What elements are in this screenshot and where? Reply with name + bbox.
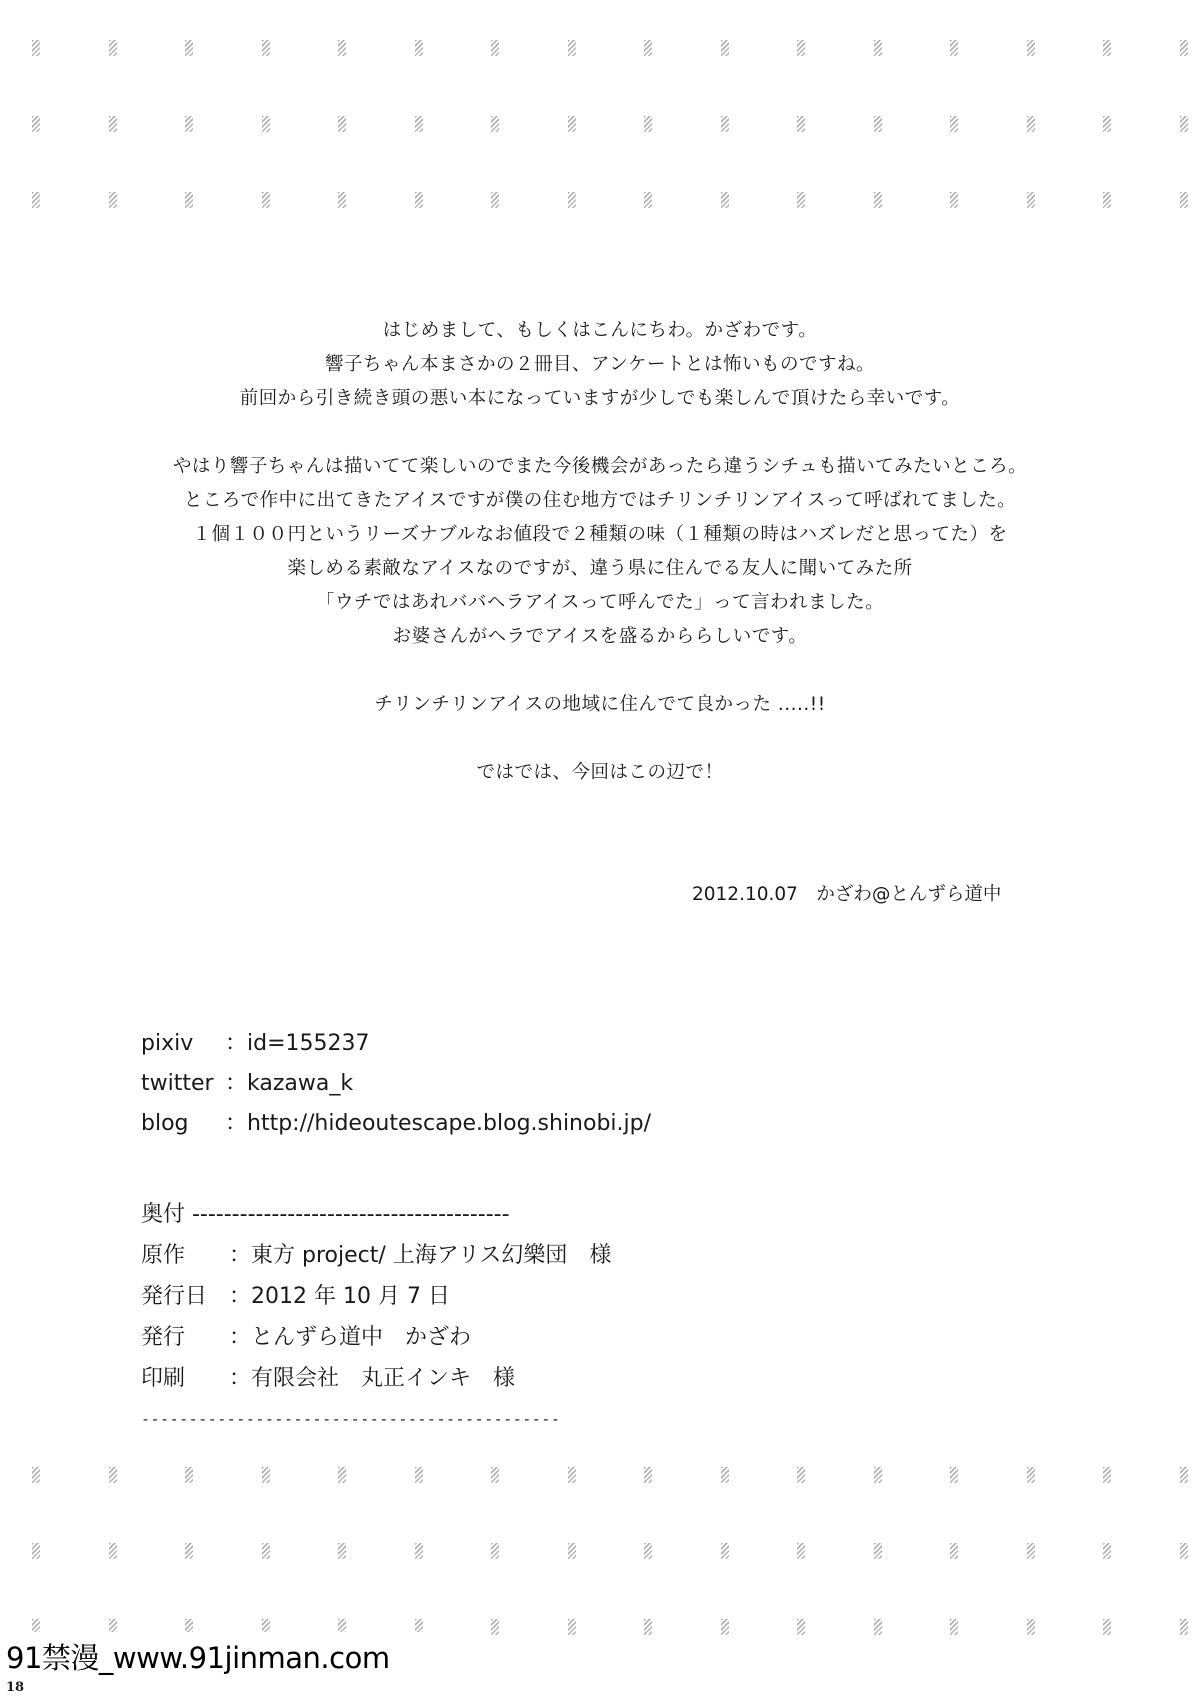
pattern-dot [185,1467,193,1483]
pattern-dot [797,40,805,56]
colophon-value: ：有限会社 丸正インキ 様 [229,1366,516,1391]
pattern-dot [262,1543,270,1559]
pattern-dot [32,116,40,132]
pattern-dot [721,1543,729,1559]
pattern-dot [491,1467,499,1483]
pattern-dot [415,1467,423,1483]
pattern-dot [1027,1543,1035,1559]
pattern-dot [797,1543,805,1559]
pattern-dot [1103,40,1111,56]
pattern-dot [797,1619,805,1635]
pattern-dot [644,1467,652,1483]
pattern-dot [568,40,576,56]
pattern-dot [1027,116,1035,132]
colophon-value: ：東方 project/ 上海アリス幻樂団 様 [229,1243,612,1268]
message-line [0,722,1200,756]
message-line: はじめまして、もしくはこんにちわ。かざわです。 [382,320,818,341]
pattern-dot [1027,192,1035,208]
colophon-footer-rule: -------------------------------------------- [141,1410,561,1428]
colophon-label: 発行 [141,1325,186,1350]
message-line [0,654,1200,688]
pattern-dot [1180,192,1188,208]
pattern-dot [1180,40,1188,56]
dot-pattern-bottom-1 [0,1467,1200,1491]
pattern-dot [874,116,882,132]
pattern-dot [32,1543,40,1559]
pattern-dot [568,1467,576,1483]
pattern-dot [874,1467,882,1483]
message-line: 響子ちゃん本まさかの２冊目、アンケートとは怖いものですね。 [325,354,875,375]
pattern-dot [491,192,499,208]
pattern-dot [721,1619,729,1635]
pattern-dot [338,40,346,56]
pattern-dot [644,192,652,208]
pattern-dot [950,1543,958,1559]
message-line [0,416,1200,450]
message-line: やはり響子ちゃんは描いてて楽しいのでまた今後機会があったら違うシチュも描いてみたいところ。 [172,456,1028,477]
pattern-dot [568,1619,576,1635]
link-value: ：http://hideoutescape.blog.shinobi.jp/ [225,1111,652,1136]
message-line: 「ウチではあれババヘラアイスって呼んでた」って言われました。 [315,592,885,613]
colophon-row-original [141,1235,611,1276]
message-line: ではでは、今回はこの辺で！ [476,762,724,783]
pattern-dot [874,192,882,208]
link-row-blog [141,1104,651,1144]
pattern-dot [109,40,117,56]
pattern-dot [262,40,270,56]
pattern-dot [644,40,652,56]
pattern-dot [338,1467,346,1483]
pattern-dot [109,1467,117,1483]
pattern-dot [644,1543,652,1559]
message-line: 楽しめる素敵なアイスなのですが、違う県に住んでる友人に聞いてみた所 [287,558,913,579]
pattern-dot [338,1543,346,1559]
pattern-dot [109,116,117,132]
pattern-dot [415,40,423,56]
pattern-dot [797,116,805,132]
colophon-label: 印刷 [141,1366,186,1391]
pattern-dot [32,1467,40,1483]
pattern-dot [797,1467,805,1483]
afterword-message [0,314,1200,790]
message-line: 前回から引き続き頭の悪い本になっていますが少しでも楽しんで頂けたら幸いです。 [239,388,961,409]
pattern-dot [797,192,805,208]
dot-pattern-top-3 [0,192,1200,216]
link-row-pixiv [141,1024,651,1064]
link-value: ：id=155237 [225,1031,370,1056]
link-label: blog [141,1111,189,1136]
pattern-dot [491,116,499,132]
pattern-dot [185,192,193,208]
message-line: チリンチリンアイスの地域に住んでて良かった .....!! [374,694,826,715]
colophon-label: 原作 [141,1243,186,1268]
pattern-dot [721,192,729,208]
colophon-row-date [141,1276,611,1317]
pattern-dot [644,1619,652,1635]
pattern-dot [415,192,423,208]
pattern-dot [874,1543,882,1559]
pattern-dot [1103,116,1111,132]
dot-pattern-bottom-2 [0,1543,1200,1567]
pattern-dot [568,192,576,208]
pattern-dot [262,1467,270,1483]
pattern-dot [950,40,958,56]
pattern-dot [32,192,40,208]
message-line: １個１００円というリーズナブルなお値段で２種類の味（１種類の時はハズレだと思ってた）を [192,524,1008,545]
pattern-dot [1027,1467,1035,1483]
colophon-value: ：2012 年 10 月 7 日 [229,1284,450,1309]
pattern-dot [262,116,270,132]
pattern-dot [109,192,117,208]
pattern-dot [721,1467,729,1483]
pattern-dot [1103,1467,1111,1483]
dot-pattern-top-1 [0,40,1200,64]
pattern-dot [644,116,652,132]
pattern-dot [491,1543,499,1559]
colophon-row-printer [141,1358,611,1399]
pattern-dot [950,192,958,208]
colophon-value: ：とんずら道中 かざわ [229,1325,472,1350]
author-links [141,1024,651,1144]
pattern-dot [185,1543,193,1559]
pattern-dot [185,116,193,132]
pattern-dot [1103,1543,1111,1559]
pattern-dot [1180,1619,1188,1635]
pattern-dot [415,1543,423,1559]
pattern-dot [874,1619,882,1635]
pattern-dot [568,1543,576,1559]
colophon-label: 発行日 [141,1284,208,1309]
pattern-dot [568,116,576,132]
pattern-dot [1103,1619,1111,1635]
link-value: ：kazawa_k [225,1071,354,1096]
pattern-dot [721,40,729,56]
pattern-dot [109,1543,117,1559]
pattern-dot [415,116,423,132]
pattern-dot [1027,40,1035,56]
pattern-dot [950,1619,958,1635]
dot-pattern-top-2 [0,116,1200,140]
pattern-dot [1027,1619,1035,1635]
colophon-row-publisher [141,1317,611,1358]
pattern-dot [1180,116,1188,132]
pattern-dot [491,1619,499,1635]
pattern-dot [32,40,40,56]
link-label: pixiv [141,1031,194,1056]
page-number: 18 [6,1680,25,1695]
pattern-dot [874,40,882,56]
link-row-twitter [141,1064,651,1104]
message-line: ところで作中に出てきたアイスですが僕の住む地方ではチリンチリンアイスって呼ばれてました。 [183,490,1017,511]
pattern-dot [1180,1467,1188,1483]
signature: 2012.10.07 かざわ@とんずら道中 [692,884,1002,905]
link-label: twitter [141,1071,214,1096]
pattern-dot [491,40,499,56]
pattern-dot [1180,1543,1188,1559]
pattern-dot [950,1467,958,1483]
colophon-header: 奥付 ---------------------------------------- [141,1202,510,1227]
pattern-dot [950,116,958,132]
colophon [141,1194,611,1440]
pattern-dot [185,40,193,56]
pattern-dot [338,192,346,208]
pattern-dot [721,116,729,132]
pattern-dot [338,116,346,132]
pattern-dot [1103,192,1111,208]
site-watermark: 91禁漫_www.91jinman.com [0,1632,426,1684]
pattern-dot [262,192,270,208]
message-line: お婆さんがヘラでアイスを盛るかららしいです。 [392,626,808,647]
